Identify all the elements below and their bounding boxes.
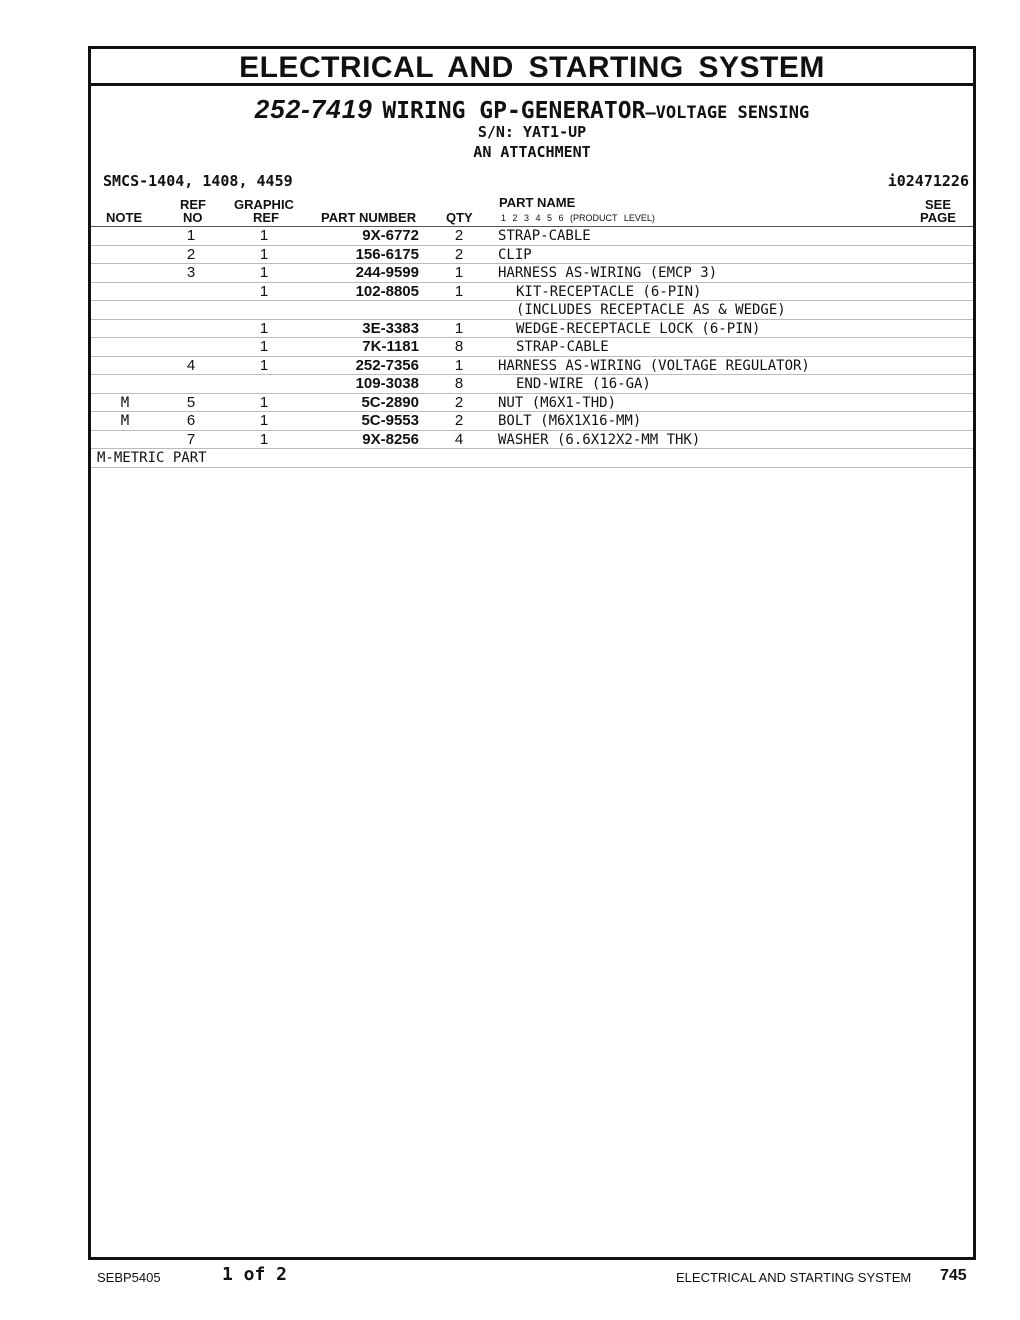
part-number-cell: 156-6175 bbox=[355, 245, 419, 263]
document-id: i02471226 bbox=[887, 172, 969, 190]
part-number-cell: 5C-9553 bbox=[361, 412, 419, 429]
qty-cell: 8 bbox=[454, 375, 464, 392]
qty-cell: 1 bbox=[454, 356, 464, 374]
part-number-cell: 9X-8256 bbox=[362, 430, 419, 448]
ref-no-cell: 4 bbox=[186, 356, 196, 374]
table-row bbox=[91, 431, 973, 450]
qty-cell: 2 bbox=[454, 412, 464, 429]
part-number-cell: 109-3038 bbox=[355, 375, 419, 392]
part-name-cell: STRAP-CABLE bbox=[516, 339, 609, 355]
table-row bbox=[91, 301, 973, 320]
graphic-ref-cell: 1 bbox=[259, 356, 269, 374]
ref-no-cell: 7 bbox=[186, 430, 196, 448]
assembly-subname: —VOLTAGE SENSING bbox=[645, 103, 810, 123]
part-name-cell: WASHER (6.6X12X2-MM THK) bbox=[498, 431, 701, 448]
smcs-codes: SMCS-1404, 1408, 4459 bbox=[103, 172, 293, 190]
part-number-cell: 244-9599 bbox=[355, 264, 419, 281]
col-product-levels: 1 2 3 4 5 6 (PRODUCT LEVEL) bbox=[501, 213, 655, 223]
ref-no-cell: 5 bbox=[186, 393, 196, 411]
part-number-cell: 5C-2890 bbox=[361, 393, 419, 411]
qty-cell: 1 bbox=[454, 264, 464, 281]
part-number-cell: 9X-6772 bbox=[362, 227, 419, 244]
table-row bbox=[91, 375, 973, 394]
table-row bbox=[91, 283, 973, 302]
ref-no-cell: 6 bbox=[186, 412, 196, 429]
qty-cell: 2 bbox=[454, 393, 464, 411]
serial-range: S/N: YAT1-UP bbox=[477, 123, 587, 141]
col-see-bottom: PAGE bbox=[920, 210, 956, 225]
col-qty: QTY bbox=[446, 210, 473, 225]
table-row bbox=[91, 357, 973, 376]
table-row bbox=[91, 227, 973, 246]
table-row bbox=[91, 320, 973, 339]
graphic-ref-cell: 1 bbox=[259, 430, 269, 448]
table-row bbox=[91, 394, 973, 413]
part-name-cell: HARNESS AS-WIRING (VOLTAGE REGULATOR) bbox=[498, 357, 810, 374]
assembly-title bbox=[91, 94, 973, 122]
note-cell: M bbox=[120, 413, 130, 429]
ref-no-cell: 2 bbox=[186, 245, 196, 263]
col-graphic-top: GRAPHIC bbox=[234, 197, 294, 212]
graphic-ref-cell: 1 bbox=[259, 282, 269, 300]
qty-cell: 1 bbox=[454, 282, 464, 300]
table-header bbox=[91, 192, 973, 227]
part-name-cell: HARNESS AS-WIRING (EMCP 3) bbox=[498, 265, 718, 281]
assembly-name: WIRING GP-GENERATOR bbox=[382, 98, 646, 124]
graphic-ref-cell: 1 bbox=[259, 338, 269, 355]
part-name-cell: WEDGE-RECEPTACLE LOCK (6-PIN) bbox=[516, 320, 761, 337]
assembly-type: AN ATTACHMENT bbox=[473, 143, 591, 161]
part-number-cell: 7K-1181 bbox=[362, 338, 419, 355]
part-number-cell: 252-7356 bbox=[355, 356, 419, 374]
part-name-cell: STRAP-CABLE bbox=[498, 228, 591, 244]
qty-cell: 2 bbox=[454, 227, 464, 244]
graphic-ref-cell: 1 bbox=[259, 245, 269, 263]
col-part-name: PART NAME bbox=[499, 195, 576, 210]
part-name-cell: KIT-RECEPTACLE (6-PIN) bbox=[516, 283, 702, 300]
ref-no-cell: 3 bbox=[186, 264, 196, 281]
qty-cell: 4 bbox=[454, 430, 464, 448]
col-graphic-bottom: REF bbox=[253, 210, 279, 225]
page-footer bbox=[0, 1264, 1020, 1288]
graphic-ref-cell: 1 bbox=[259, 227, 269, 244]
smcs-line bbox=[91, 170, 973, 192]
col-part-number: PART NUMBER bbox=[321, 210, 417, 225]
table-row bbox=[91, 246, 973, 265]
table-row bbox=[91, 264, 973, 283]
col-ref-bottom: NO bbox=[183, 210, 203, 225]
footer-section: ELECTRICAL AND STARTING SYSTEM bbox=[676, 1270, 912, 1285]
part-number-cell: 3E-3383 bbox=[362, 319, 419, 337]
footer-page-of: 1 of 2 bbox=[222, 1264, 288, 1285]
footnote-row bbox=[91, 449, 973, 468]
parts-page-frame bbox=[88, 46, 976, 1260]
part-name-cell: NUT (M6X1-THD) bbox=[498, 394, 617, 411]
note-cell: M bbox=[120, 394, 130, 411]
qty-cell: 1 bbox=[454, 319, 464, 337]
col-note: NOTE bbox=[106, 210, 143, 225]
part-name-cell: (INCLUDES RECEPTACLE AS & WEDGE) bbox=[516, 302, 786, 318]
col-see-top: SEE bbox=[925, 197, 952, 212]
part-name-cell: END-WIRE (16-GA) bbox=[516, 376, 651, 392]
footer-page-number: 745 bbox=[940, 1267, 967, 1284]
parts-table-body bbox=[91, 227, 973, 449]
graphic-ref-cell: 1 bbox=[259, 412, 269, 429]
section-title: ELECTRICAL AND STARTING SYSTEM bbox=[91, 49, 973, 86]
footer-doc-code: SEBP5405 bbox=[97, 1270, 161, 1285]
table-row bbox=[91, 412, 973, 431]
qty-cell: 2 bbox=[454, 245, 464, 263]
part-number-cell: 102-8805 bbox=[355, 282, 419, 300]
graphic-ref-cell: 1 bbox=[259, 393, 269, 411]
part-name-cell: BOLT (M6X1X16-MM) bbox=[498, 413, 642, 429]
assembly-number: 252-7419 bbox=[254, 94, 373, 124]
col-ref-top: REF bbox=[180, 197, 206, 212]
metric-footnote: M-METRIC PART bbox=[97, 450, 207, 466]
graphic-ref-cell: 1 bbox=[259, 319, 269, 337]
ref-no-cell: 1 bbox=[186, 227, 196, 244]
part-name-cell: CLIP bbox=[498, 246, 532, 263]
qty-cell: 8 bbox=[454, 338, 464, 355]
table-row bbox=[91, 338, 973, 357]
graphic-ref-cell: 1 bbox=[259, 264, 269, 281]
